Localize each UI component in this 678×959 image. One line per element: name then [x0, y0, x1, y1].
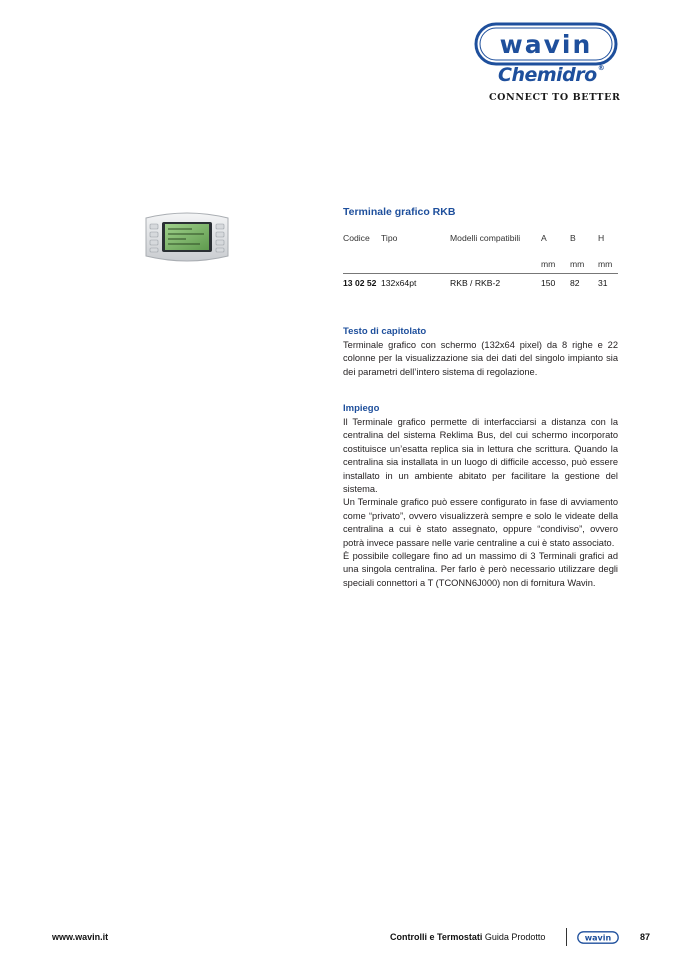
footer-wavin-logo [577, 931, 619, 944]
section-body-testo: Terminale grafico con schermo (132x64 pixel) da 8 righe e 22 colonne per la visualizzazione sia dei dati del singolo impianto sia dei parametri dell’intero sistema di regolazione. [343, 340, 618, 377]
header-h: H [598, 233, 605, 243]
impiego-paragraph: Un Terminale grafico può essere configurato in fase di avviamento come “privato”, ovvero visualizzerà sempre e solo le videate della centralina a cui è stato assegnato, oppure “condiviso”, ovvero potrà invece passare nelle varie centraline a cui è stato associato. [343, 497, 618, 548]
footer-divider [566, 928, 567, 946]
cell-a: 150 [541, 278, 556, 288]
table-row [343, 274, 618, 289]
cell-tipo: 132x64pt [381, 278, 417, 288]
unit-a: mm [541, 259, 556, 269]
section-body-impiego [343, 416, 618, 590]
table-units-row [343, 256, 618, 274]
wavin-logo-text: wavin [499, 30, 593, 59]
table-header-row [343, 233, 618, 256]
wavin-logo [474, 22, 618, 66]
chemidro-logo: Chemidro® [498, 64, 605, 86]
footer-website-link[interactable]: www.wavin.it [52, 932, 109, 942]
footer-section-label: Controlli e Termostati Guida Prodotto [390, 932, 546, 942]
header-tipo: Tipo [381, 233, 398, 243]
header-codice: Codice [343, 233, 370, 243]
impiego-paragraph: Il Terminale grafico permette di interfacciarsi a distanza con la centralina del sistema Reklima Bus, del cui schermo incorporato costituisce un’esatta replica sia in lettura che scrittura. Quando la centralina sia installata in un luogo di difficile accesso, può essere installato in un ambiente abitato per facilitare la gestione del sistema. [343, 417, 618, 495]
impiego-paragraph: È possibile collegare fino ad un massimo di 3 Terminali grafici ad una singola centralina. Per farlo è però necessario utilizzare degli speciali connettori a T (TCONN6J000) non di fornitura Wavin. [343, 551, 618, 588]
cell-codice: 13 02 52 [343, 278, 377, 288]
graphic-terminal-device-icon [142, 208, 232, 266]
header-a: A [541, 233, 547, 243]
page-number: 87 [640, 932, 651, 942]
brand-tagline: CONNECT TO BETTER [489, 92, 621, 103]
product-title: Terminale grafico RKB [343, 206, 456, 218]
header-b: B [570, 233, 576, 243]
header-modelli: Modelli compatibili [450, 233, 521, 243]
unit-b: mm [570, 259, 585, 269]
section-title-impiego: Impiego [343, 403, 380, 414]
product-spec-table [343, 233, 618, 289]
section-title-testo: Testo di capitolato [343, 326, 427, 337]
cell-modelli: RKB / RKB-2 [450, 278, 501, 288]
unit-h: mm [598, 259, 613, 269]
cell-b: 82 [570, 278, 580, 288]
cell-h: 31 [598, 278, 608, 288]
footer-wavin-logo-text: wavin [584, 933, 612, 943]
